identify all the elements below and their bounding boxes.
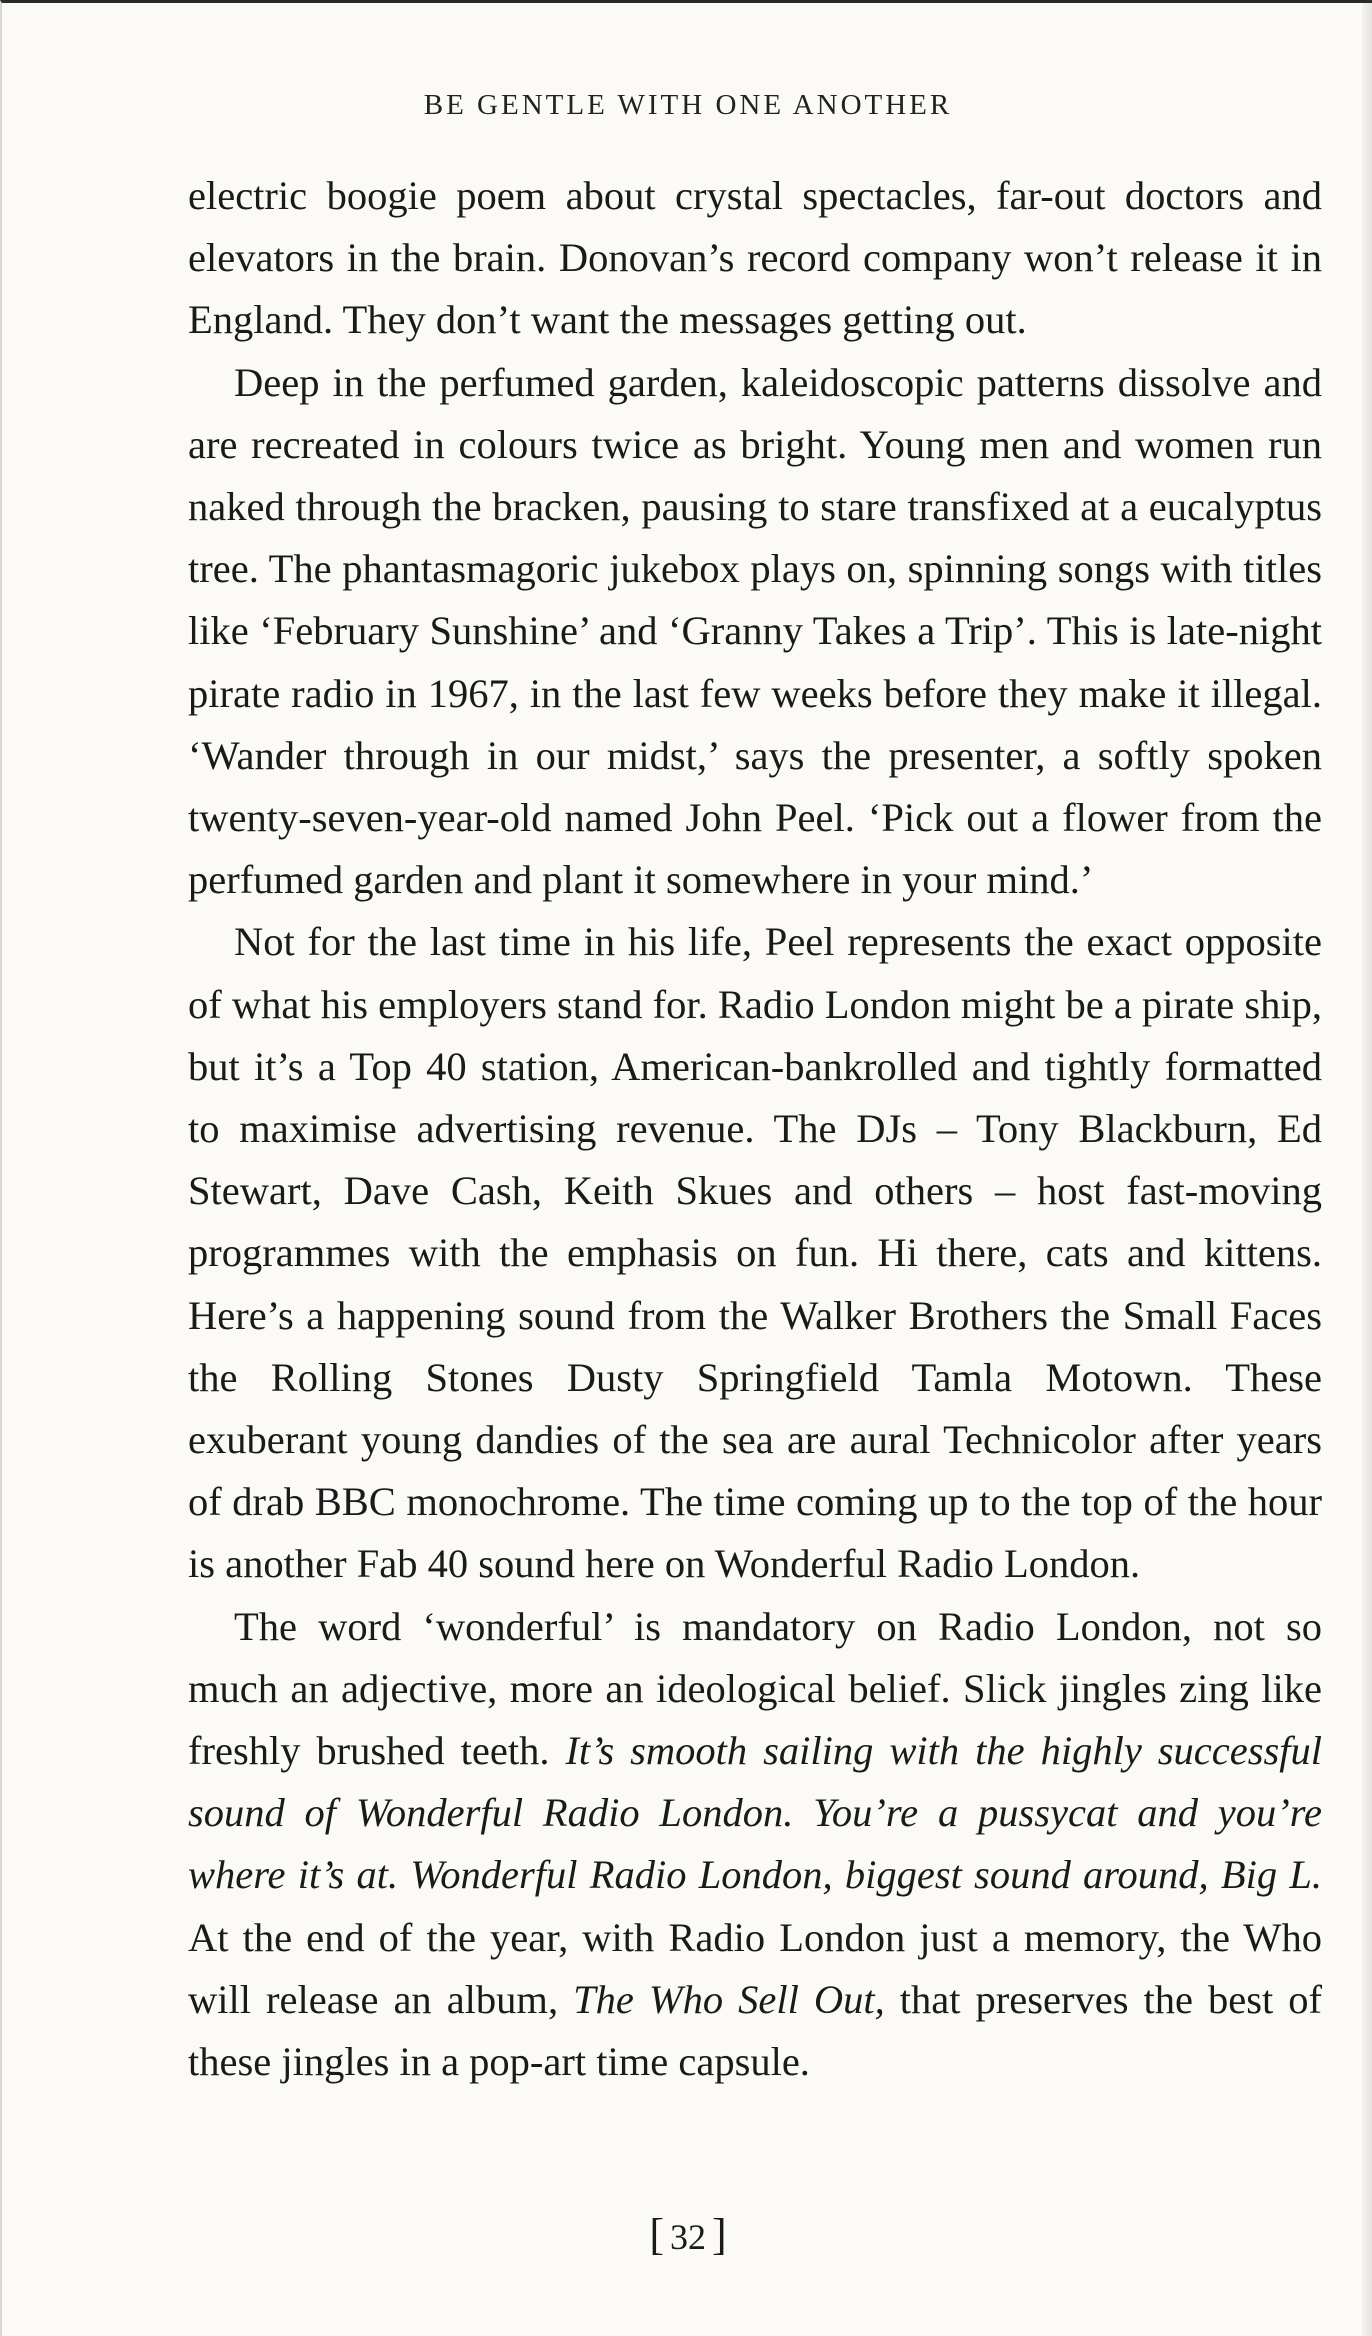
text-run: The word ‘wonderful’ is mandatory on Radio London, not so much an adjective, more an ideological belief. Slick jingles zing like freshly brushed teeth. xyxy=(188,1603,1322,1774)
body-text xyxy=(188,165,1322,2093)
folio-close-bracket: ] xyxy=(712,2210,727,2259)
folio-number: 32 xyxy=(670,2217,706,2257)
text-run: that preserves the best of these jingles in a pop-art time capsule. xyxy=(188,1976,1322,2085)
page-number xyxy=(2,2209,1372,2260)
paragraph-1 xyxy=(188,165,1322,352)
folio-open-bracket: [ xyxy=(649,2210,664,2259)
paragraph-3 xyxy=(188,911,1322,1595)
text-run: Deep in the perfumed garden, kaleidoscopic patterns dissolve and are recreated in colours twice as bright. Young men and women run naked through the bracken, pausing to stare transfixed at a eucalyptus tree. The phantasmagoric jukebox plays on, spinning songs with titles like ‘February Sunshine’ and ‘Granny Takes a Trip’. This is late-night pirate radio in 1967, in the last few weeks before they make it illegal. ‘Wander through in our midst,’ says the presenter, a softly spoken twenty-seven-year-old named John Peel. ‘Pick out a flower from the perfumed garden and plant it somewhere in your mind.’ xyxy=(188,359,1322,903)
running-head: BE GENTLE WITH ONE ANOTHER xyxy=(423,89,953,121)
text-run: At the end of the year, with Radio London just a memory, the Who will release an album, xyxy=(188,1914,1322,2022)
italic-album-title: The Who Sell Out, xyxy=(573,1976,885,2022)
text-run: Not for the last time in his life, Peel represents the exact opposite of what his employers stand for. Radio London might be a pirate ship, but it’s a Top 40 station, American-bankrolled and tightly formatted to maximise advertising revenue. The DJs – Tony Blackburn, Ed Stewart, Dave Cash, Keith Skues and others – host fast-moving programmes with the emphasis on fun. Hi there, cats and kittens. Here’s a happening sound from the Walker Brothers the Small Faces the Rolling Stones Dusty Springfield Tamla Motown. These exuberant young dandies of the sea are aural Technicolor after years of drab BBC monochrome. The time coming up to the top of the hour is another Fab 40 sound here on Wonderful Radio London. xyxy=(188,919,1322,1587)
paragraph-4 xyxy=(188,1596,1322,2094)
italic-jingle-text: It’s smooth sailing with the highly successful sound of Wonderful Radio London. You’re a pussycat and you’re where it’s at. Wonderful Radio London, biggest sound around, Big L. xyxy=(188,1728,1322,1898)
paragraph-2 xyxy=(188,352,1322,912)
text-run: electric boogie poem about crystal spectacles, far-out doctors and elevators in the brain. Donovan’s record company won’t release it in England. They don’t want the messages getting out. xyxy=(188,173,1322,343)
